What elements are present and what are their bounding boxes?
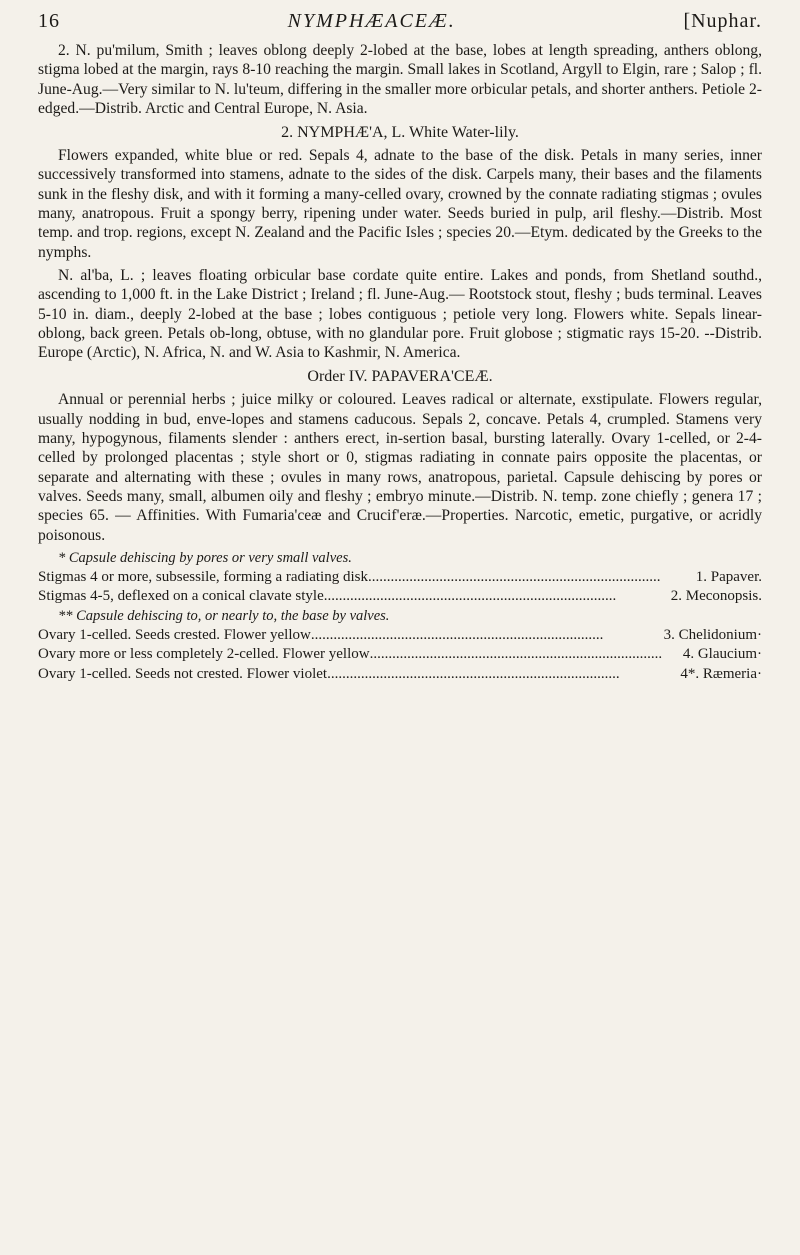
key-row	[38, 568, 762, 588]
section-label: [Nuphar.	[683, 10, 762, 32]
genus-description-nymphaea: Flowers expanded, white blue or red. Sepals 4, adnate to the base of the disk. Petals in many series, inner successively transformed into stamens, adnate to the sides of the disk. Carpels many, their bases and the filaments sunk in the fleshy disk, and with it forming a many-celled ovary, crowned by the connate radiating stigmas ; ovules many, anatropous. Fruit a spongy berry, ripening under water. Seeds buried in pulp, aril fleshy.—Distrib. Most temp. and trop. regions, except N. Zealand and the Pacific Isles ; species 20.—Etym. dedicated by the Greeks to the nymphs.	[38, 147, 762, 261]
page-number: 16	[38, 10, 60, 32]
key-row-description: Stigmas 4 or more, subsessile, forming a radiating disk	[38, 568, 368, 585]
key-row-genus: 1. Papaver.	[695, 568, 762, 585]
species-nuphar-pumilum: 2. N. pu'milum, Smith ; leaves oblong deeply 2-lobed at the base, lobes at length spreading, anthers oblong, stigma lobed at the margin, rays 8-10 reaching the margin. Small lakes in Scotland, Argyll to Elgin, rare ; Salop ; fl. June-Aug.—Very similar to N. lu'teum, differing in the smaller more orbicular petals, and shorter anthers. Petiole 2-edged.—Distrib. Arctic and Central Europe, N. Asia.	[38, 42, 762, 117]
genus-heading-nymphaea: 2. NYMPHÆ'A, L. White Water-lily.	[281, 124, 519, 142]
key-row-genus: 4*. Ræmeria·	[680, 665, 762, 682]
key-row-description: Ovary 1-celled. Seeds not crested. Flower violet	[38, 665, 328, 682]
order-description-papaveraceae: Annual or perennial herbs ; juice milky or coloured. Leaves radical or alternate, exstipulate. Flowers regular, usually nodding in bud, enve-lopes and stamens caducous. Sepals 2, concave. Petals 4, crumpled. Stamens very many, hypogynous, filaments slender : anthers erect, in-sertion basal, bursting laterally. Ovary 1-celled, or 2-4-celled by prolonged placentas ; style short or 0, stigmas radiating in connate pairs opposite the placentas, or separate and alternating with these ; ovules in many rows, anatropous, parietal. Capsule dehiscing by pores or valves. Seeds many, small, albumen oily and fleshy ; embryo minute.—Distrib. N. temp. zone chiefly ; genera 17 ; species 65. — Affinities. With Fumaria'ceæ and Crucif'eræ.—Properties. Narcotic, emetic, purgative, or acridly poisonous.	[38, 391, 762, 544]
key-row-description: Stigmas 4-5, deflexed on a conical clavate style	[38, 588, 324, 605]
key-heading-valves: ** Capsule dehiscing to, or nearly to, the base by valves.	[58, 607, 390, 624]
leader-dots: ..............................................................................	[367, 568, 661, 585]
key-row	[38, 665, 762, 685]
key-row-description: Ovary 1-celled. Seeds crested. Flower yellow	[38, 626, 311, 643]
key-row-genus: 4. Glaucium·	[682, 646, 762, 663]
key-row	[38, 626, 762, 646]
key-row	[38, 587, 762, 607]
running-header	[38, 10, 762, 33]
key-heading-pores: * Capsule dehiscing by pores or very small valves.	[58, 549, 352, 566]
key-row	[38, 645, 762, 665]
leader-dots: ..............................................................................	[310, 626, 604, 643]
order-heading-papaveraceae: Order IV. PAPAVERA'CEÆ.	[307, 368, 493, 386]
key-row-genus: 3. Chelidonium·	[663, 626, 762, 643]
running-title: NYMPHÆACEÆ.	[287, 10, 456, 32]
key-row-genus: 2. Meconopsis.	[670, 588, 762, 605]
leader-dots: ..............................................................................	[369, 646, 663, 663]
leader-dots: ..............................................................................	[323, 588, 617, 605]
genus-key	[38, 549, 762, 685]
species-nymphaea-alba: N. al'ba, L. ; leaves floating orbicular base cordate quite entire. Lakes and ponds, from Shetland southd., ascending to 1,000 ft. in the Lake District ; Ireland ; fl. June-Aug.— Rootstock stout, fleshy ; buds terminal. Leaves 5-10 in. diam., deeply 2-lobed at the base ; lobes contiguous ; petiole very long. Flowers white. Sepals linear-oblong, back green. Petals ob-long, obtuse, with no glandular pore. Fruit globose ; stigmatic rays 15-20. --Distrib. Europe (Arctic), N. Africa, N. and W. Asia to Kashmir, N. America.	[38, 266, 762, 362]
leader-dots: ..............................................................................	[327, 665, 620, 682]
key-row-description: Ovary more or less completely 2-celled. Flower yellow	[38, 646, 370, 663]
